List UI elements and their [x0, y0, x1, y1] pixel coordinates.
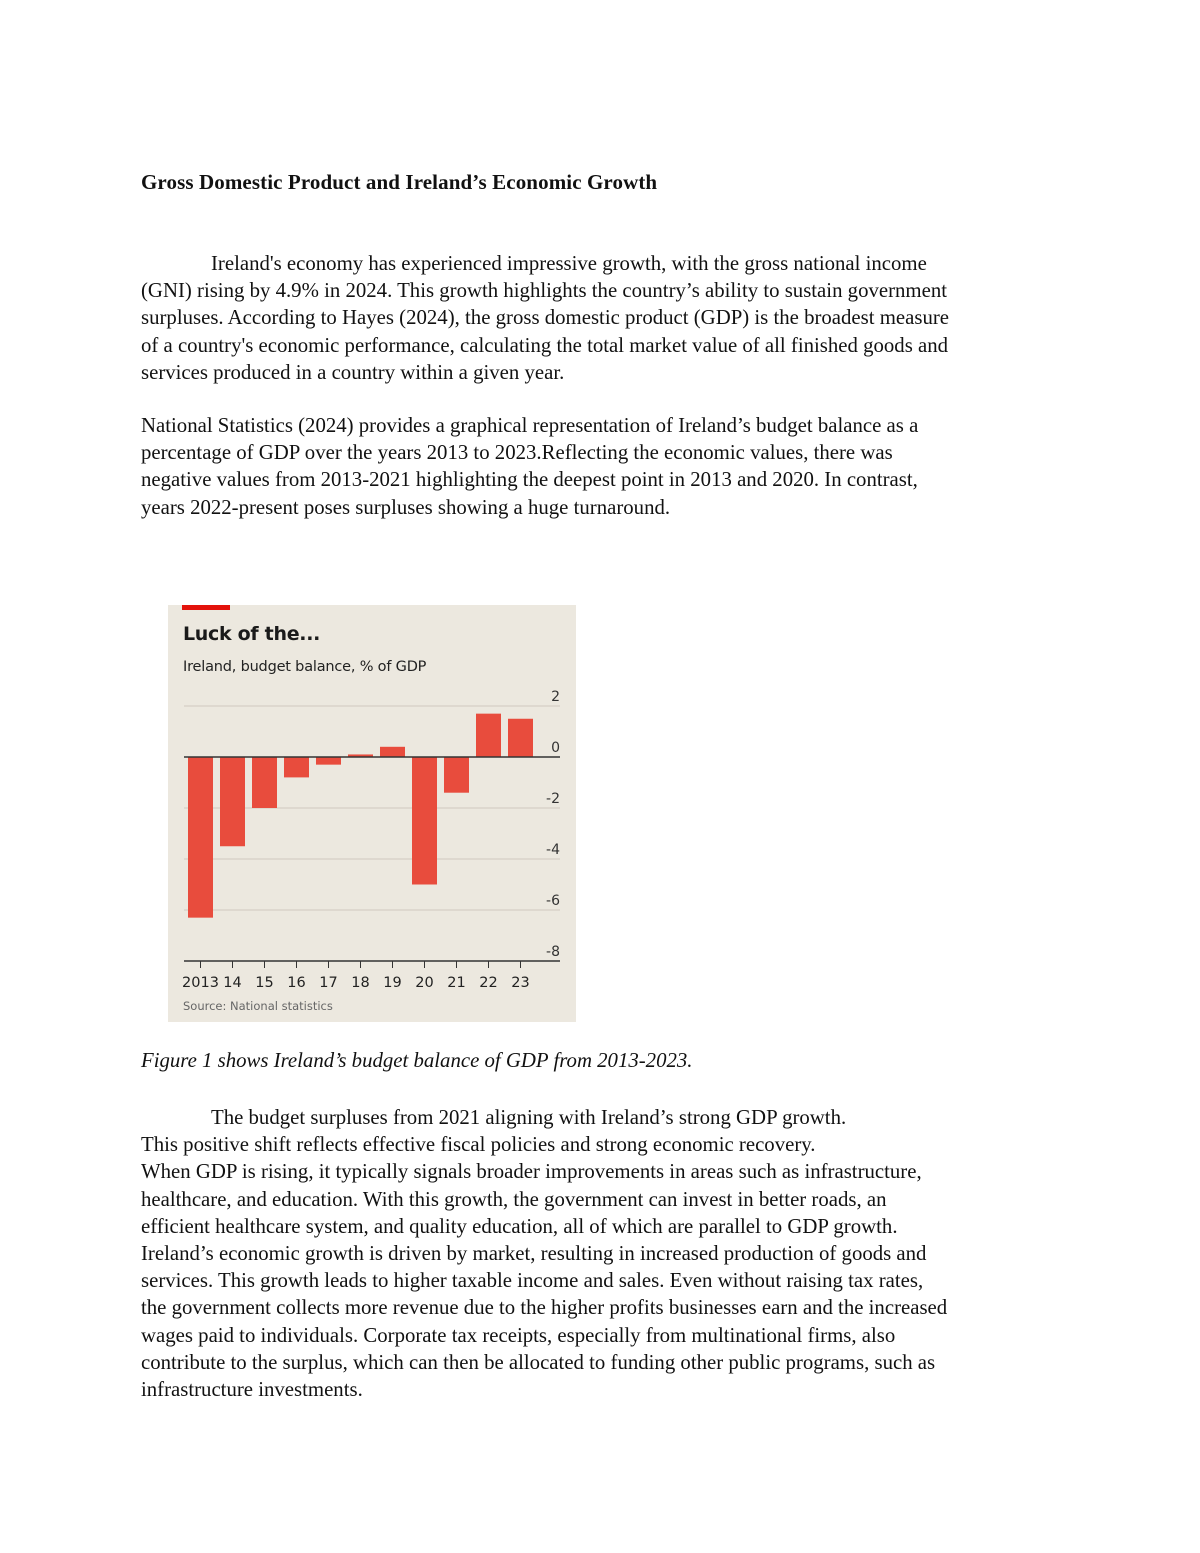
figure-caption: Figure 1 shows Ireland’s budget balance of GDP from 2013-2023. [141, 1049, 693, 1072]
x-tick-label: 16 [287, 975, 306, 991]
x-tick-label: 20 [415, 975, 434, 991]
budget-balance-chart [168, 605, 576, 1022]
text-line: surpluses. According to Hayes (2024), the gross domestic product (GDP) is the broadest measure [141, 306, 950, 330]
y-tick-label: -8 [546, 944, 560, 960]
x-tick-label: 19 [383, 975, 402, 991]
y-tick-label: -2 [546, 791, 560, 807]
text-line: of a country's economic performance, calculating the total market value of all finished goods and [141, 333, 949, 357]
y-tick-label: -6 [546, 893, 560, 909]
x-tick-label: 14 [223, 975, 242, 991]
text-line: negative values from 2013-2021 highlighting the deepest point in 2013 and 2020. In contrast, [141, 468, 918, 492]
text-line: contribute to the surplus, which can then be allocated to funding other public programs, such as [141, 1350, 936, 1374]
text-line: The budget surpluses from 2021 aligning with Ireland’s strong GDP growth. [211, 1106, 847, 1129]
bar [220, 757, 245, 846]
y-tick-label: 0 [551, 740, 560, 756]
text-line: Ireland's economy has experienced impressive growth, with the gross national income [211, 252, 927, 275]
bar [284, 757, 309, 777]
x-tick-label: 23 [511, 975, 530, 991]
chart-source: Source: National statistics [183, 999, 333, 1013]
text-line: When GDP is rising, it typically signals broader improvements in areas such as infrastructure, [141, 1160, 922, 1184]
x-tick-label: 2013 [182, 975, 219, 991]
text-line: wages paid to individuals. Corporate tax receipts, especially from multinational firms, also [141, 1323, 896, 1347]
bar [508, 719, 533, 757]
x-tick-label: 22 [479, 975, 498, 991]
text-line: services. This growth leads to higher taxable income and sales. Even without raising tax rates, [141, 1269, 924, 1293]
text-line: services produced in a country within a given year. [141, 360, 565, 384]
y-tick-label: -4 [546, 842, 560, 858]
text-line: healthcare, and education. With this growth, the government can invest in better roads, an [141, 1187, 887, 1211]
y-tick-label: 2 [551, 689, 560, 705]
x-tick-label: 17 [319, 975, 338, 991]
x-tick-label: 18 [351, 975, 370, 991]
text-line: This positive shift reflects effective fiscal policies and strong economic recovery. [141, 1133, 816, 1157]
paragraph-intro [141, 250, 1071, 386]
text-line: Ireland’s economic growth is driven by market, resulting in increased production of goods and [141, 1242, 927, 1266]
text-line: percentage of GDP over the years 2013 to 2023.Reflecting the economic values, there was [141, 441, 893, 465]
text-line: efficient healthcare system, and quality education, all of which are parallel to GDP growth. [141, 1214, 898, 1238]
bar [188, 757, 213, 918]
bar [380, 747, 405, 757]
document-title: Gross Domestic Product and Ireland’s Economic Growth [141, 170, 658, 194]
text-line: National Statistics (2024) provides a graphical representation of Ireland’s budget balance as a [141, 414, 919, 437]
bar [444, 757, 469, 793]
text-line: infrastructure investments. [141, 1378, 363, 1402]
text-line: the government collects more revenue due to the higher profits businesses earn and the increased [141, 1296, 948, 1320]
paragraph-statistics [141, 412, 1071, 521]
bar [476, 714, 501, 757]
bar [412, 757, 437, 885]
paragraph-discussion [141, 1104, 1071, 1403]
chart-title: Luck of the... [183, 623, 321, 645]
x-tick-label: 21 [447, 975, 466, 991]
x-tick-label: 15 [255, 975, 274, 991]
text-line: (GNI) rising by 4.9% in 2024. This growth highlights the country’s ability to sustain government [141, 279, 948, 303]
text-line: years 2022-present poses surpluses showing a huge turnaround. [141, 495, 671, 519]
chart-subtitle: Ireland, budget balance, % of GDP [183, 659, 427, 675]
accent-tab [182, 605, 230, 610]
bar [252, 757, 277, 808]
bar [316, 757, 341, 765]
